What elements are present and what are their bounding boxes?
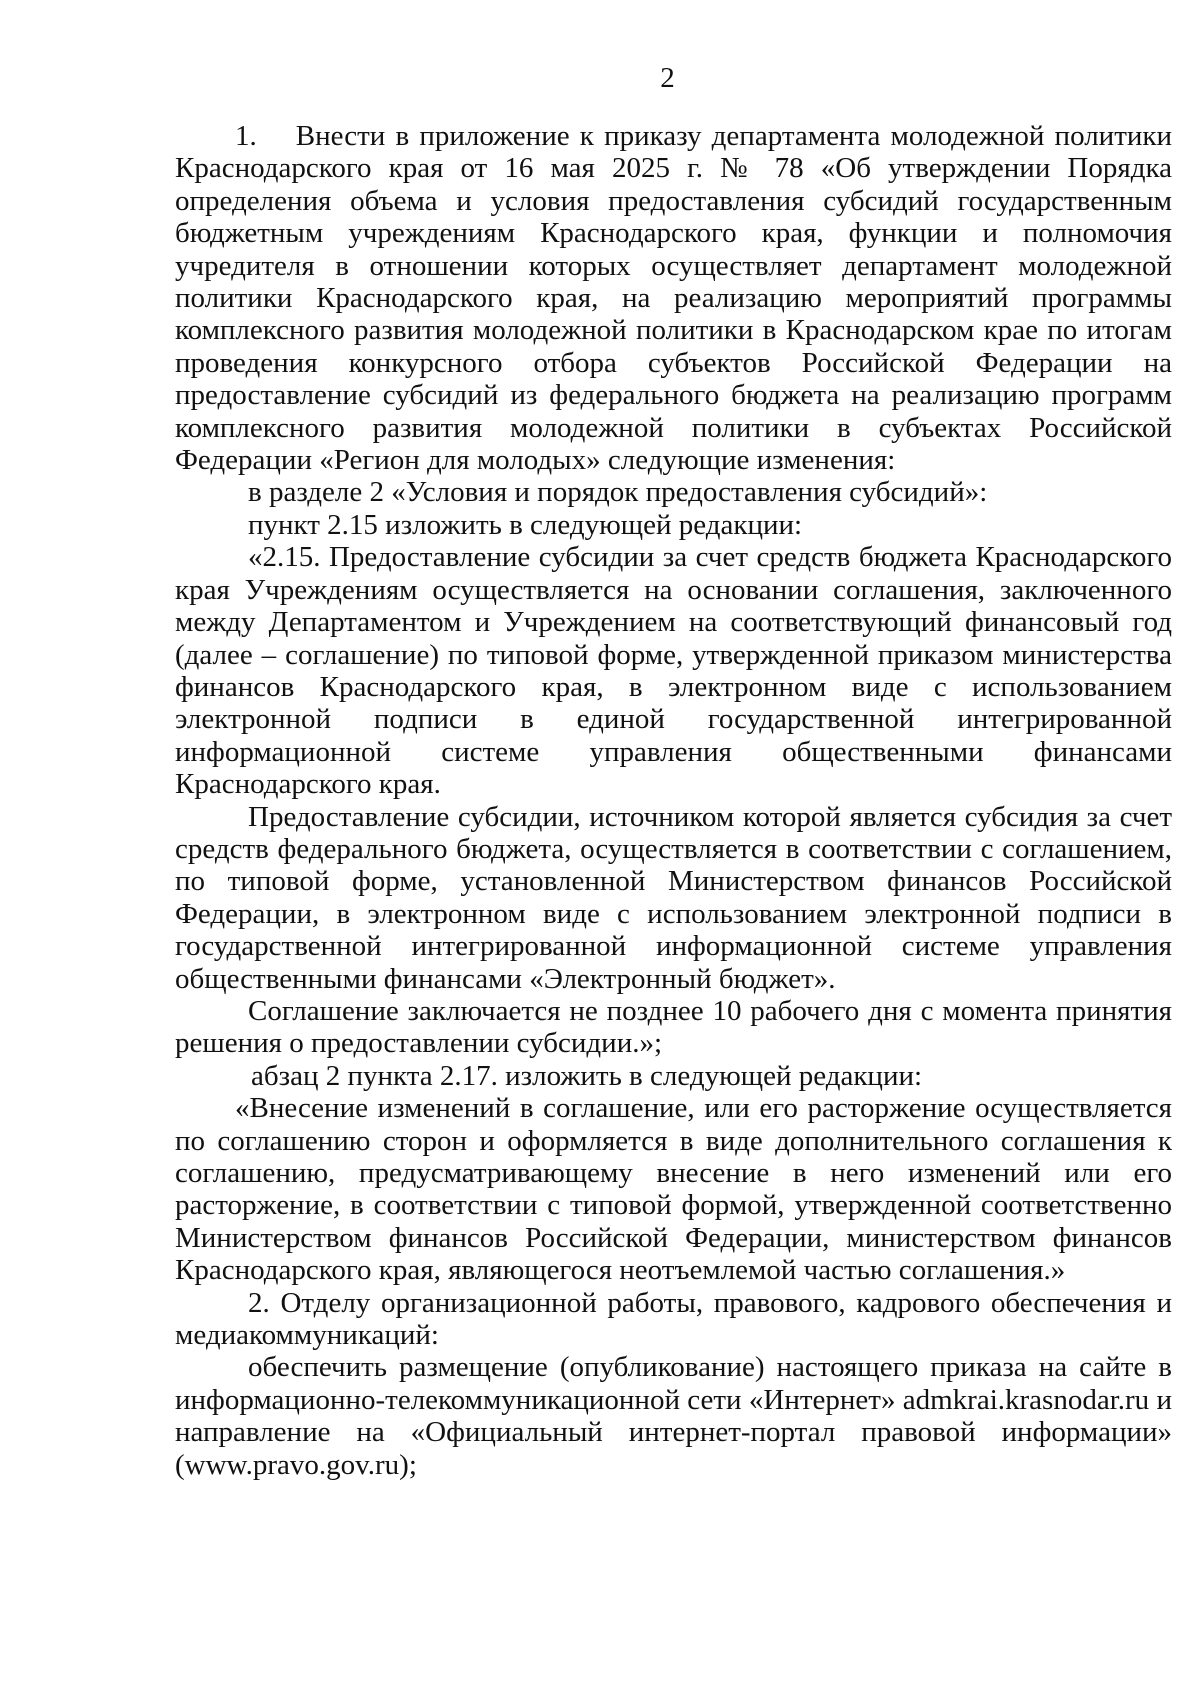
paragraph-clause-2-17-ref: абзац 2 пункта 2.17. изложить в следующей редакции:	[251, 1059, 923, 1092]
paragraph-item-2: 2. Отделу организационной работы, правового, кадрового обеспечения и медиакоммуникаций:	[175, 1286, 1172, 1352]
item-number: 1.	[235, 120, 257, 152]
paragraph-agreement-changes: «Внесение изменений в соглашение, или его расторжение осуществляется по соглашению сторон и оформляется в виде дополнительного соглашения к соглашению, предусматривающему внесение в него изменений или его расторжение, в соответствии с типовой формой, утвержденной соответственно Министерством финансов Российской Федерации, министерством финансов Краснодарского края, являющегося неотъемлемой частью соглашения.»	[175, 1092, 1172, 1287]
paragraph-publication: обеспечить размещение (опубликование) настоящего приказа на сайте в информационно-телекоммуникационной сети «Интернет» admkrai.krasnodar.ru и направление на «Официальный интернет-портал правовой информации» (www.pravo.gov.ru);	[175, 1351, 1172, 1481]
paragraph-item-1	[175, 120, 1172, 476]
paragraph-clause-ref: пункт 2.15 изложить в следующей редакции:	[248, 508, 803, 541]
paragraph-agreement-deadline: Соглашение заключается не позднее 10 рабочего дня с момента принятия решения о предоставлении субсидии.»;	[175, 994, 1172, 1060]
paragraph-clause-2-15: «2.15. Предоставление субсидии за счет средств бюджета Краснодарского края Учреждениям осуществляется на основании соглашения, заключенного между Департаментом и Учреждением на соответствующий финансовый год (далее – соглашение) по типовой форме, утвержденной приказом министерства финансов Краснодарского края, в электронном виде с использованием электронной подписи в единой государственной интегрированной информационной системе управления общественными финансами Краснодарского края.	[175, 541, 1172, 801]
paragraph-text: Внести в приложение к приказу департамента молодежной политики Краснодарского края от 16 мая 2025 г. № 78 «Об утверждении Порядка определения объема и условия предоставления субсидий государственным бюджетным учреждениям Краснодарского края, функции и полномочия учредителя в отношении которых осуществляет департамент молодежной политики Краснодарского края, на реализацию мероприятий программы комплексного развития молодежной политики в Краснодарском крае по итогам проведения конкурсного отбора субъектов Российской Федерации на предоставление субсидий из федерального бюджета на реализацию программ комплексного развития молодежной политики в субъектах Российской Федерации «Регион для молодых» следующие изменения:	[175, 120, 1172, 477]
document-body	[175, 120, 1172, 1481]
paragraph-federal-subsidy: Предоставление субсидии, источником которой является субсидия за счет средств федерального бюджета, осуществляется в соответствии с соглашением, по типовой форме, установленной Министерством финансов Российской Федерации, в электронном виде с использованием электронной подписи в государственной интегрированной информационной системе управления общественными финансами «Электронный бюджет».	[175, 800, 1172, 995]
paragraph-section-ref: в разделе 2 «Условия и порядок предоставления субсидий»:	[248, 476, 988, 509]
page-number: 2	[660, 62, 675, 94]
